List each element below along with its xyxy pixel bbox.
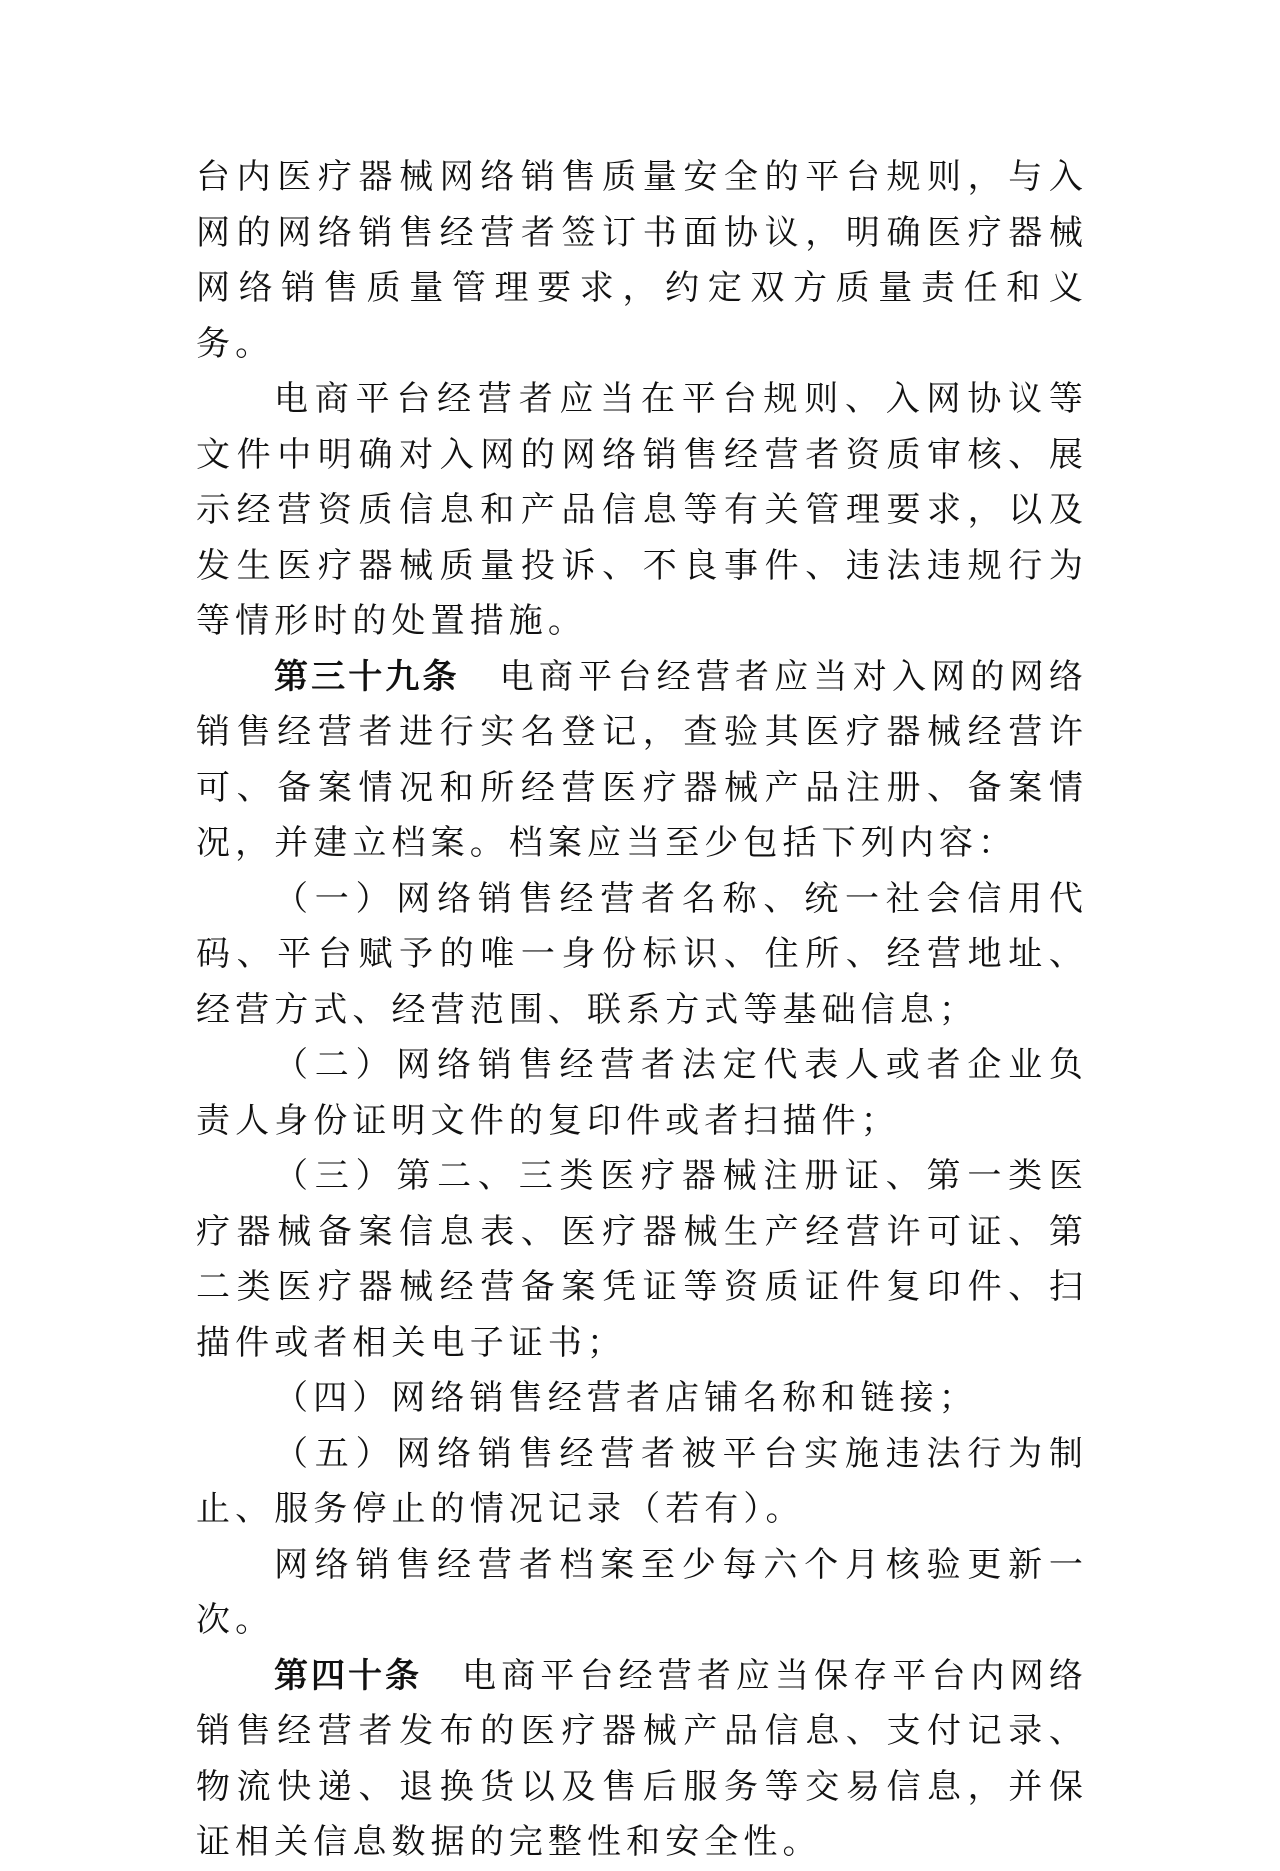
article-39-text: 电商平台经营者应当对入网的网络销售经营者进行实名登记，查验其医疗器械经营许可、备案情况和所经营医疗器械产品注册、备案情况，并建立档案。档案应当至少包括下列内容：: [196, 656, 1089, 863]
list-item-5: （五）网络销售经营者被平台实施违法行为制止、服务停止的情况记录（若有）。: [196, 1433, 1088, 1529]
paragraph-archive-update: 网络销售经营者档案至少每六个月核验更新一次。: [196, 1544, 1088, 1640]
list-item-1: （一）网络销售经营者名称、统一社会信用代码、平台赋予的唯一身份标识、住所、经营地址、经营方式、经营范围、联系方式等基础信息；: [196, 878, 1088, 1030]
article-39: [196, 650, 1088, 872]
document-body: [196, 150, 1088, 1871]
paragraph-platform-rules: 电商平台经营者应当在平台规则、入网协议等文件中明确对入网的网络销售经营者资质审核、展示经营资质信息和产品信息等有关管理要求，以及发生医疗器械质量投诉、不良事件、违法违规行为等情形时的处置措施。: [196, 379, 1088, 641]
list-item-4: （四）网络销售经营者店铺名称和链接；: [274, 1378, 978, 1418]
article-40: [196, 1649, 1088, 1871]
list-item-2: （二）网络销售经营者法定代表人或者企业负责人身份证明文件的复印件或者扫描件；: [196, 1045, 1088, 1141]
list-item-3: （三）第二、三类医疗器械注册证、第一类医疗器械备案信息表、医疗器械生产经营许可证、第二类医疗器械经营备案凭证等资质证件复印件、扫描件或者相关电子证书；: [196, 1156, 1088, 1363]
article-40-heading: 第四十条: [274, 1655, 423, 1696]
paragraph-continuation: 台内医疗器械网络销售质量安全的平台规则，与入网的网络销售经营者签订书面协议，明确医疗器械网络销售质量管理要求，约定双方质量责任和义务。: [196, 157, 1088, 364]
article-40-text: 电商平台经营者应当保存平台内网络销售经营者发布的医疗器械产品信息、支付记录、物流快递、退换货以及售后服务等交易信息，并保证相关信息数据的完整性和安全性。: [196, 1655, 1089, 1862]
article-39-heading: 第三十九条: [274, 656, 460, 697]
